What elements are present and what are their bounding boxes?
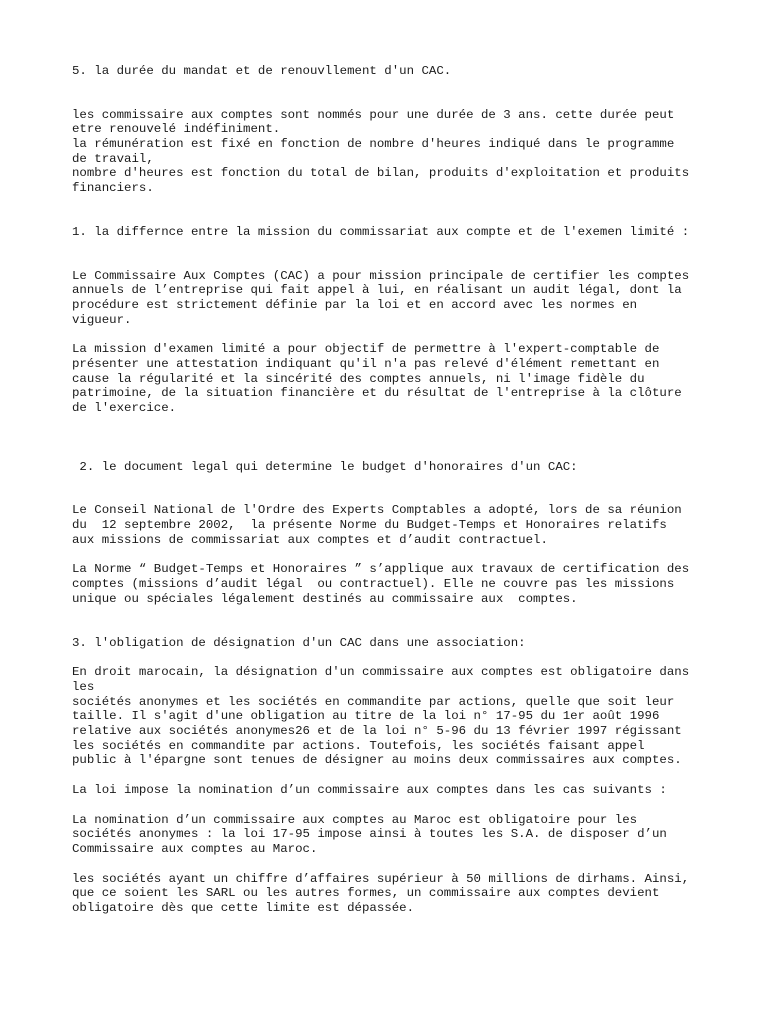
paragraph: [72, 269, 712, 328]
text-line: les commissaire aux comptes sont nommés pour une durée de 3 ans. cette durée peut: [72, 107, 675, 122]
text-line: cause la régularité et la sincérité des comptes annuels, ni l'image fidèle du: [72, 371, 645, 386]
text-line: patrimoine, de la situation financière et du résultat de l'entreprise à la clôture: [72, 386, 682, 401]
text-line: 5. la durée du mandat et de renouvllement d'un CAC.: [72, 64, 452, 78]
text-line: les sociétés en commandite par actions. Toutefois, les sociétés faisant appel: [72, 738, 645, 753]
paragraph: [72, 636, 712, 651]
paragraph: [72, 562, 712, 606]
text-line: La mission d'examen limité a pour objectif de permettre à l'expert-comptable de: [72, 342, 660, 357]
text-line: La Norme “ Budget-Temps et Honoraires ” s’applique aux travaux de certification des: [72, 562, 690, 577]
text-line: Le Commissaire Aux Comptes (CAC) a pour mission principale de certifier les comptes: [72, 268, 690, 283]
paragraph: [72, 342, 712, 415]
text-line: procédure est strictement définie par la loi et en accord avec les normes en: [72, 297, 638, 312]
text-line: etre renouvelé indéfiniment.: [72, 122, 281, 137]
paragraph: [72, 460, 712, 475]
text-line: relative aux sociétés anonymes26 et de la loi n° 5-96 du 13 février 1997 régissant: [72, 723, 682, 738]
text-line: obligatoire dès que cette limite est dépassée.: [72, 901, 415, 916]
text-line: du 12 septembre 2002, la présente Norme du Budget-Temps et Honoraires relatifs: [72, 518, 667, 533]
text-line: public à l'épargne sont tenues de désigner au moins deux commissaires aux comptes.: [72, 753, 682, 768]
paragraph: [72, 813, 712, 857]
document-page: [72, 64, 712, 916]
text-line: sociétés anonymes : la loi 17-95 impose ainsi à toutes les S.A. de disposer d’un: [72, 827, 667, 842]
text-line: La loi impose la nomination d’un commissaire aux comptes dans les cas suivants :: [72, 783, 667, 797]
text-line: unique ou spéciales légalement destinés au commissaire aux comptes.: [72, 591, 578, 606]
text-line: comptes (missions d’audit légal ou contractuel). Elle ne couvre pas les missions: [72, 577, 675, 592]
text-line: vigueur.: [72, 312, 132, 327]
text-line: taille. Il s'agit d'une obligation au titre de la loi n° 17-95 du 1er août 1996: [72, 709, 660, 724]
paragraph: [72, 503, 712, 547]
paragraph: [72, 64, 712, 79]
text-line: La nomination d’un commissaire aux comptes au Maroc est obligatoire pour les: [72, 812, 638, 827]
text-line: 2. le document legal qui determine le budget d'honoraires d'un CAC:: [72, 459, 578, 474]
paragraph: [72, 665, 712, 768]
text-line: aux missions de commissariat aux comptes et d’audit contractuel.: [72, 532, 548, 547]
text-line: la rémunération est fixé en fonction de nombre d'heures indiqué dans le programme: [72, 137, 675, 152]
paragraph: [72, 783, 712, 798]
text-line: annuels de l’entreprise qui fait appel à lui, en réalisant un audit légal, dont la: [72, 283, 682, 298]
text-line: financiers.: [72, 181, 154, 196]
text-line: En droit marocain, la désignation d'un commissaire aux comptes est obligatoire dans: [72, 665, 690, 680]
text-line: nombre d'heures est fonction du total de bilan, produits d'exploitation et produits: [72, 166, 690, 181]
text-line: 3. l'obligation de désignation d'un CAC dans une association:: [72, 635, 526, 650]
paragraph: [72, 872, 712, 916]
text-line: les sociétés ayant un chiffre d’affaires supérieur à 50 millions de dirhams. Ainsi,: [72, 871, 690, 886]
text-line: que ce soient les SARL ou les autres formes, un commissaire aux comptes devient: [72, 886, 660, 901]
text-line: Le Conseil National de l'Ordre des Experts Comptables a adopté, lors de sa réunion: [72, 503, 682, 518]
paragraph: [72, 225, 712, 240]
text-line: Commissaire aux comptes au Maroc.: [72, 842, 318, 857]
text-line: de travail,: [72, 151, 154, 166]
text-line: les: [72, 679, 95, 694]
paragraph: [72, 108, 712, 196]
text-line: sociétés anonymes et les sociétés en commandite par actions, quelle que soit leur: [72, 694, 675, 709]
text-line: 1. la differnce entre la mission du commissariat aux compte et de l'exemen limité :: [72, 224, 690, 239]
text-line: présenter une attestation indiquant qu'il n'a pas relevé d'élément remettant en: [72, 356, 660, 371]
text-line: de l'exercice.: [72, 401, 177, 415]
